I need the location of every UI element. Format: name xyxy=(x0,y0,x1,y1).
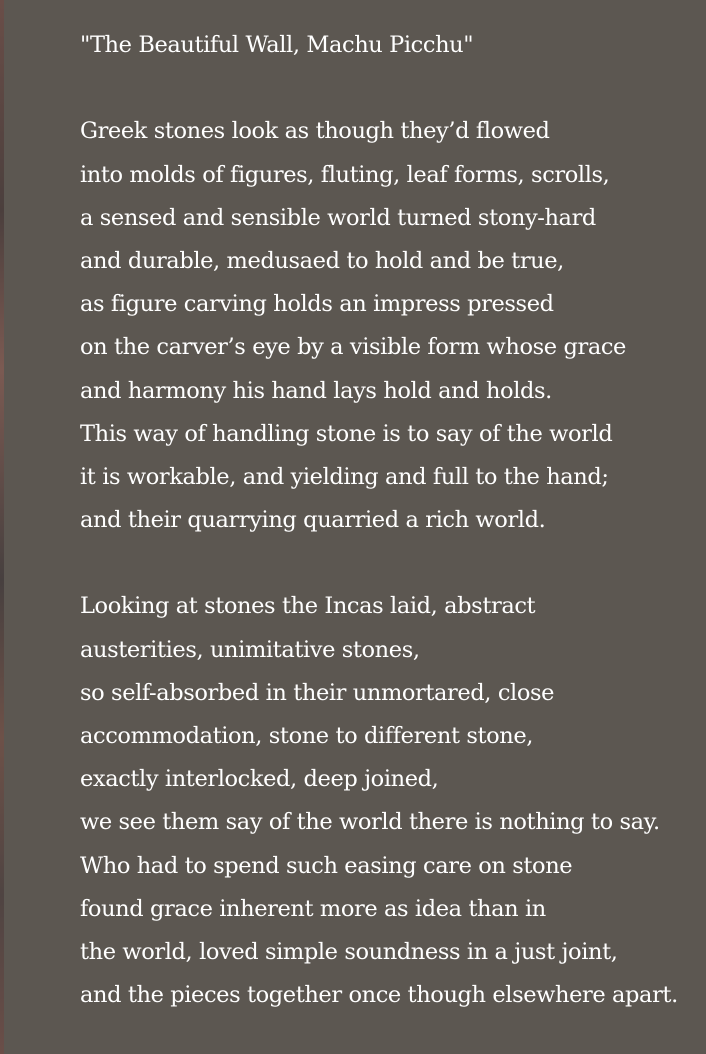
poem-line: so self-absorbed in their unmortared, close xyxy=(80,679,555,706)
poem-line: the world, loved simple soundness in a just joint, xyxy=(80,938,618,965)
poem-line: austerities, unimitative stones, xyxy=(80,636,420,663)
stanza-gap xyxy=(80,67,700,110)
stanza-2 xyxy=(80,585,700,1017)
poem-title: "The Beautiful Wall, Machu Picchu" xyxy=(80,32,474,58)
poem-line: and the pieces together once though elsewhere apart. xyxy=(80,982,678,1009)
stanza-gap xyxy=(80,542,700,585)
stanza-1 xyxy=(80,110,700,542)
poem-line: Who had to spend such easing care on stone xyxy=(80,852,573,879)
poem-line: Looking at stones the Incas laid, abstract xyxy=(80,593,536,620)
poem-text xyxy=(80,24,700,1017)
poem-line: and durable, medusaed to hold and be true, xyxy=(80,247,564,274)
poem-line: as figure carving holds an impress pressed xyxy=(80,291,554,318)
poem-line: we see them say of the world there is nothing to say. xyxy=(80,809,660,836)
left-edge-border xyxy=(0,0,4,1054)
poem-line: and harmony his hand lays hold and holds. xyxy=(80,377,552,404)
poem-line: This way of handling stone is to say of the world xyxy=(80,420,613,447)
poem-line: Greek stones look as though they’d flowed xyxy=(80,118,550,145)
poem-line: and their quarrying quarried a rich world. xyxy=(80,507,546,534)
poem-line: on the carver’s eye by a visible form whose grace xyxy=(80,334,626,361)
poem-line: it is workable, and yielding and full to the hand; xyxy=(80,463,609,490)
poem-line: a sensed and sensible world turned stony-hard xyxy=(80,204,596,231)
poem-line: into molds of figures, fluting, leaf forms, scrolls, xyxy=(80,161,610,188)
poem-line: found grace inherent more as idea than in xyxy=(80,895,546,922)
poem-line: exactly interlocked, deep joined, xyxy=(80,766,439,793)
poem-line: accommodation, stone to different stone, xyxy=(80,723,534,749)
